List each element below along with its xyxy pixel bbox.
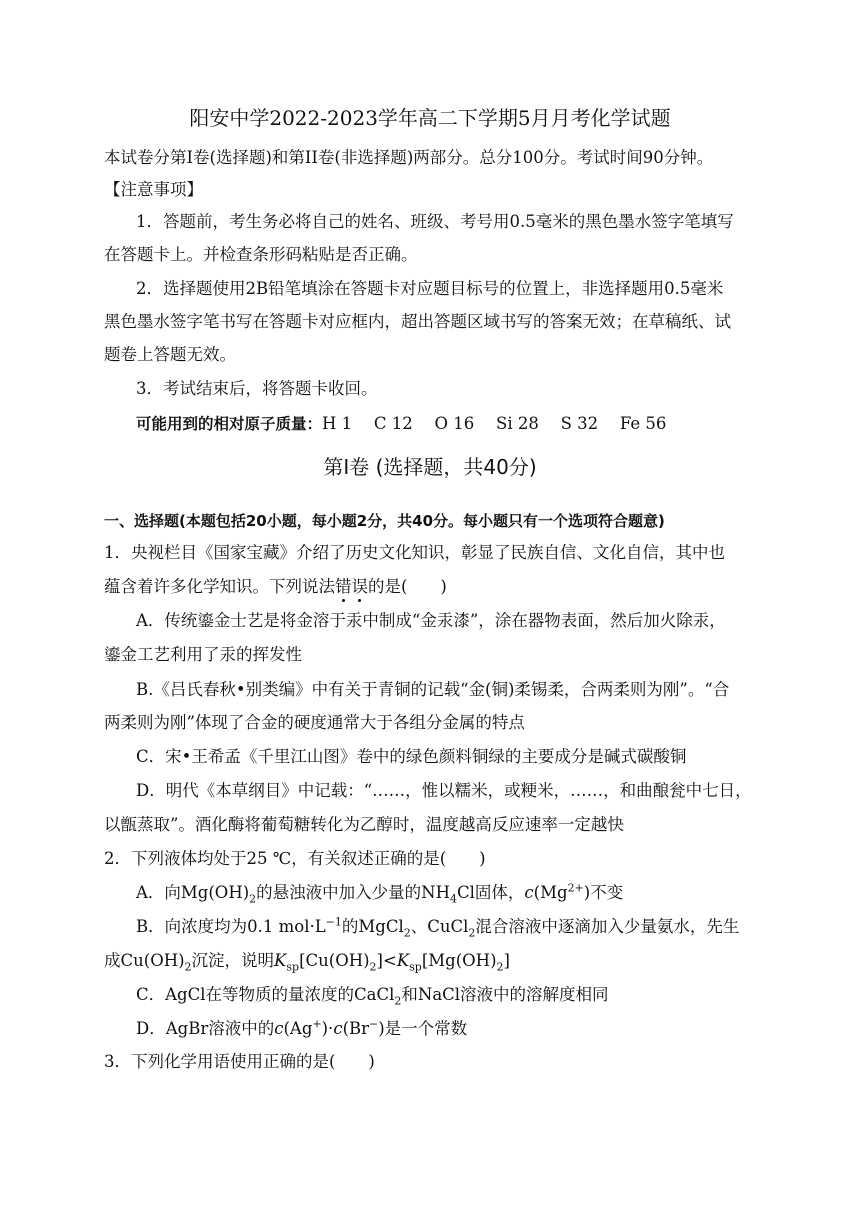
exam-title: 阳安中学2022-2023学年高二下学期5月月考化学试题 [189, 106, 671, 130]
q1-option-c: C．宋•王希孟《千里江山图》卷中的绿色颜料铜绿的主要成分是碱式碳酸铜 [136, 747, 687, 766]
q1-option-d: D．明代《本草纲目》中记载：“……，惟以糯米，或粳米，……，和曲酿瓮中七日， [136, 781, 752, 800]
q1-option-d-cont: 以甑蒸取”。酒化酶将葡萄糖转化为乙醇时，温度越高反应速率一定越快 [104, 815, 624, 834]
q2-option-a: A．向$Mg(OH)_2$的悬浊液中加入少量的$NH_4Cl$固体，$c(Mg^{2+})$不变 [136, 881, 624, 906]
q1-option-b: B.《吕氏春秋•别类编》中有关于青铜的记载“金(铜)柔锡柔，合两柔则为刚”。“合 [136, 680, 730, 699]
note-line: 黑色墨水签字笔书写在答题卡对应框内，超出答题区域书写的答案无效；在草稿纸、试 [104, 312, 731, 331]
atomic-mass-label: 可能用到的相对原子质量： [136, 415, 323, 433]
emphasis-char: 误 [351, 577, 368, 596]
q3-stem: 3．下列化学用语使用正确的是( ) [104, 1052, 375, 1071]
q2-option-b: B．向浓度均为0.1 $mol\cdot L^{-1}$的MgCl$_2$、CuCl$_2$混合溶液中逐滴加入少量氨水，先生 [136, 915, 740, 940]
q2-option-b-cont: 成$Cu(OH)_2$沉淀，说明$K_{sp}[Cu(OH)_2]<K_{sp}[Mg(OH)_2]$ [104, 951, 510, 974]
part-heading: 一、选择题(本题包括20小题，每小题2分，共40分。每小题只有一个选项符合题意) [104, 512, 665, 530]
atomic-mass-values: H 1 C 12 O 16 Si 28 S 32 Fe 56 [322, 414, 667, 433]
notice-heading: 【注意事项】 [104, 180, 203, 199]
emphasis-char: 错 [335, 577, 352, 596]
q2-stem: 2．下列液体均处于25 ℃，有关叙述正确的是( ) [104, 849, 486, 868]
q1-stem: 1．央视栏目《国家宝藏》介绍了历史文化知识，彰显了民族自信、文化自信，其中也 [104, 543, 725, 562]
section-title: 第Ⅰ卷 (选择题，共40分) [323, 455, 537, 479]
q2-option-c: C．AgCl在等物质的量浓度的CaCl$_2$和NaCl溶液中的溶解度相同 [136, 985, 609, 1008]
note-line: 题卷上答题无效。 [104, 345, 236, 364]
exam-intro: 本试卷分第I卷(选择题)和第II卷(非选择题)两部分。总分100分。考试时间90分钟。 [104, 148, 714, 167]
q1-option-a: A．传统鎏金士艺是将金溶于汞中制成“金汞漆”，涂在器物表面，然后加火除汞， [136, 611, 726, 630]
q1-option-b-cont: 两柔则为刚”体现了合金的硬度通常大于各组分金属的特点 [104, 713, 525, 732]
q2-option-d: D．AgBr溶液中的c(Ag+)·c(Br−)是一个常数 [136, 1017, 468, 1038]
atomic-mass-line [136, 414, 666, 434]
note-line: 在答题卡上。并检查条形码粘贴是否正确。 [104, 245, 418, 264]
note-line: 3．考试结束后，将答题卡收回。 [136, 379, 378, 398]
q1-option-a-cont: 鎏金工艺利用了汞的挥发性 [104, 645, 302, 664]
note-line: 2．选择题使用2B铅笔填涂在答题卡对应题目标号的位置上，非选择题用0.5毫米 [136, 279, 724, 298]
note-line: 1．答题前，考生务必将自己的姓名、班级、考号用0.5毫米的黑色墨水签字笔填写 [136, 212, 734, 231]
q1-stem-cont: 蕴含着许多化学知识。下列说法错误的是( ) [104, 577, 447, 596]
